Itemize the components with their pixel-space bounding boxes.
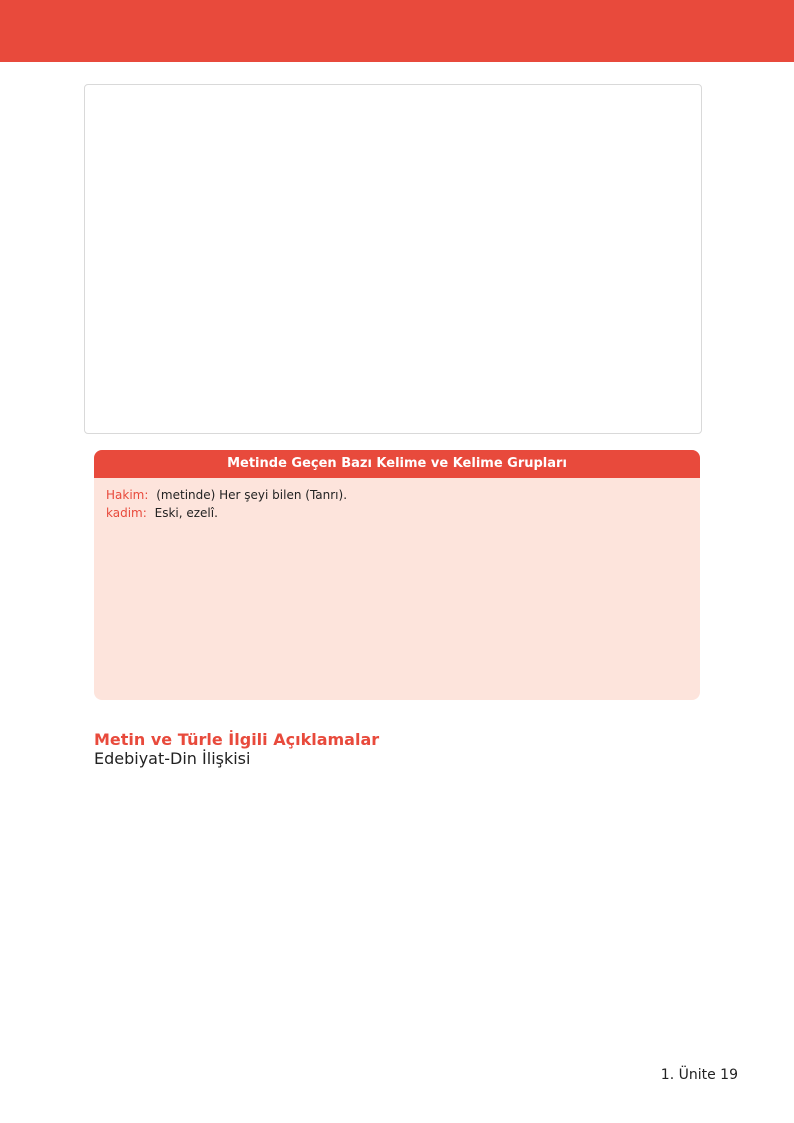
glossary-title: Metinde Geçen Bazı Kelime ve Kelime Grupları <box>94 450 700 478</box>
glossary-definition: Eski, ezelî. <box>154 506 218 520</box>
glossary-term: Hakim: <box>106 488 149 502</box>
section-subtitle: Edebiyat-Din İlişkisi <box>94 749 251 768</box>
glossary-term: kadim: <box>106 506 147 520</box>
glossary-list <box>94 478 700 530</box>
glossary-entry <box>106 486 688 504</box>
page-footer <box>661 1067 738 1083</box>
page-number: 19 <box>720 1067 738 1083</box>
section-title: Metin ve Türle İlgili Açıklamalar <box>94 730 380 749</box>
glossary-box <box>94 450 700 700</box>
glossary-entry <box>106 504 688 522</box>
header-band <box>0 0 794 62</box>
quote-box <box>84 84 702 434</box>
explanation-section <box>94 730 700 768</box>
glossary-definition: (metinde) Her şeyi bilen (Tanrı). <box>156 488 348 502</box>
unit-label: 1. Ünite <box>660 1067 716 1083</box>
